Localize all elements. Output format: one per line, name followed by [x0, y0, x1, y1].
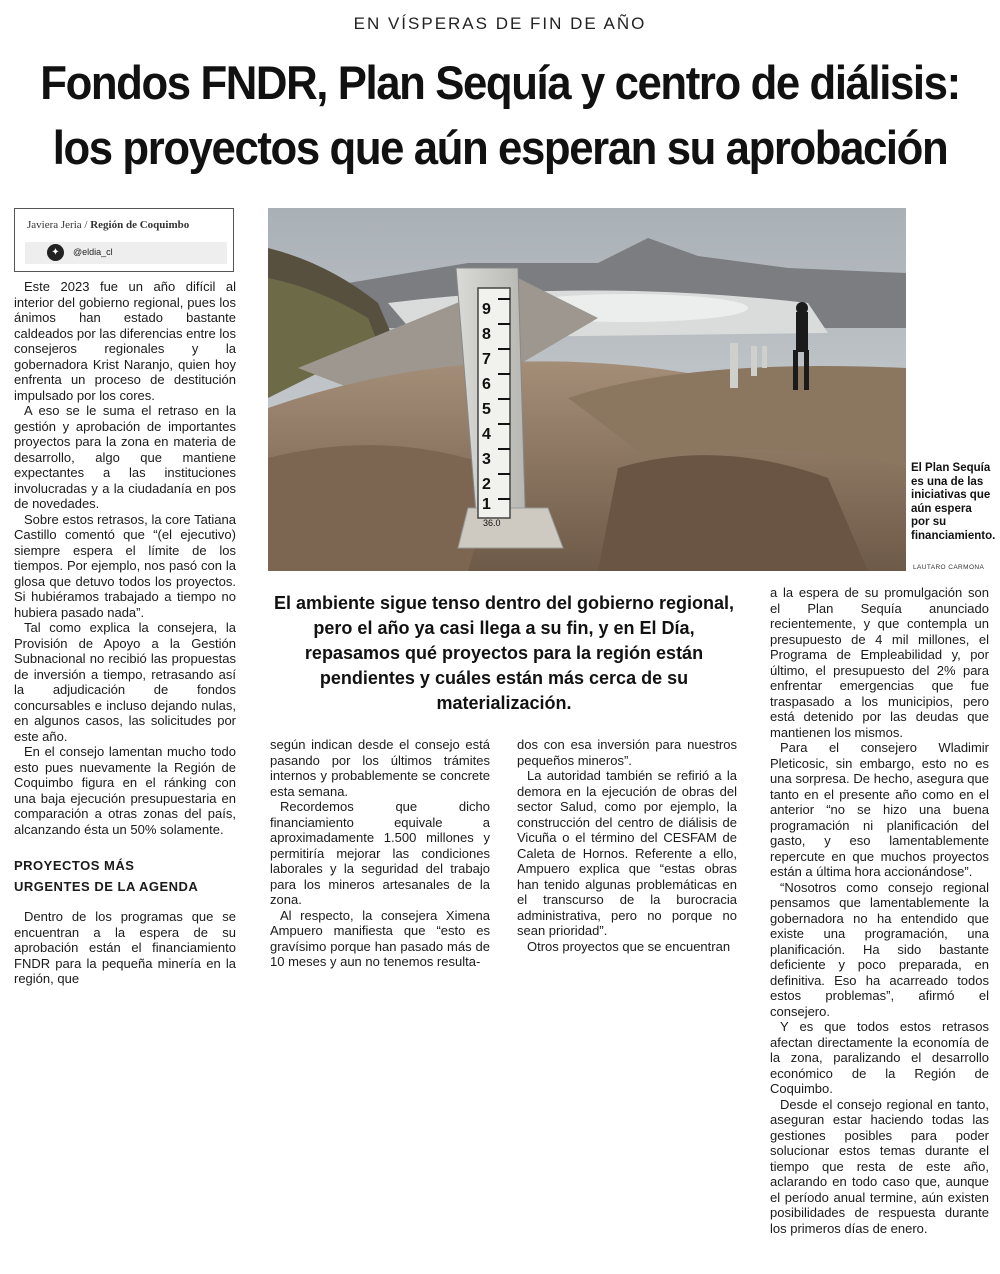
paragraph: Y es que todos estos retrasos afectan directamente la economía de la zona, paralizando el desarrollo económico de la Región de Coquimbo.: [770, 1019, 989, 1096]
paragraph: a la espera de su promulgación son el Plan Sequía anunciado recientemente, y que contempla un presupuesto de 4 mil millones, el Programa de Empleabilidad y, por último, el presupuesto del 2% para enfrentar emergencias que fue traspasado a los municipios, pero está detenido por las deudas que mantienen los mismos.: [770, 585, 989, 740]
paragraph: Tal como explica la consejera, la Provisión de Apoyo a la Gestión Subnacional no recibió las propuestas de inversión a tiempo, retrasando así la adjudicación de fondos concursables e incluso dejando nulas, en algunos casos, las solicitudes por este año.: [14, 620, 236, 744]
article-column-4: [770, 585, 989, 1236]
paragraph: A eso se le suma el retraso en la gestión y aprobación de importantes proyectos para la zona en materia de desarrollo, algo que mantiene expectantes a las instituciones involucradas y a la ciudadanía en pos de novedades.: [14, 403, 236, 511]
social-bar: [25, 242, 227, 264]
gauge-number: 9: [482, 301, 491, 318]
byline-separator: /: [84, 219, 88, 231]
paragraph: Desde el consejo regional en tanto, aseguran estar haciendo todas las gestiones posibles para poder solucionar estos temas durante el tiempo que resta de este año, aclarando en todo caso que, aunque el período anual termine, aún existen posibilidades de respuesta durante los primeros días de enero.: [770, 1096, 989, 1236]
gauge-number: 7: [482, 351, 491, 368]
paragraph: Para el consejero Wladimir Pleticosic, sin embargo, esto no es una sorpresa. De hecho, asegura que tanto en el presente año como en el anterior “no se hizo una buena programación ni planificación del gasto, y eso lamentablemente repercute en que muchos proyectos están a última hora accionándose”.: [770, 740, 989, 879]
gauge-number: 4: [482, 426, 491, 443]
article-column-3: [517, 737, 737, 954]
gauge-number: 6: [482, 376, 491, 393]
article-column-2: [270, 737, 490, 970]
paragraph: La autoridad también se refirió a la demora en la ejecución de obras del sector Salud, como por ejemplo, la construcción del centro de diálisis de Vicuña o el término del CESFAM de Caleta de Hornos. Referente a ello, Ampuero explica que “estas obras han tenido algunas problemáticas en el transcurso de la burocracia administrativa, pero no porque no sean prioridad”.: [517, 768, 737, 938]
paragraph: Recordemos que dicho financiamiento equivale a aproximadamente 1.500 millones y permitiría mejorar las condiciones laborales y la seguridad del trabajo para los mineros artesanales de la zona.: [270, 799, 490, 907]
headline-line-2: los proyectos que aún esperan su aprobación: [52, 121, 948, 174]
byline: [27, 219, 189, 231]
photo-caption: El Plan Sequía es una de las iniciativas que aún espera por su financiamiento.: [911, 462, 996, 542]
gauge-number: 8: [482, 326, 491, 343]
region-name: Región de Coquimbo: [90, 219, 190, 231]
paragraph: según indican desde el consejo está pasando por los últimos trámites internos y probablemente se concrete esta semana.: [270, 737, 490, 799]
gauge-number: 3: [482, 451, 491, 468]
photo-credit: LAUTARO CARMONA: [913, 564, 985, 571]
twitter-bird-icon[interactable]: ✦: [47, 244, 64, 261]
gauge-base-label: 36.0: [483, 518, 501, 528]
paragraph: Este 2023 fue un año difícil al interior del gobierno regional, pues los ánimos han estado bastante caldeados por las diferencias entre los consejeros regionales y la gobernadora Krist Naranjo, quien hoy enfrenta un proceso de destitución impulsado por los cores.: [14, 279, 236, 403]
subheading-line-1: PROYECTOS MÁS: [14, 858, 135, 873]
gauge-number: 5: [482, 401, 491, 418]
paragraph: dos con esa inversión para nuestros pequeños mineros”.: [517, 737, 737, 768]
paragraph: Al respecto, la consejera Ximena Ampuero manifiesta que “esto es gravísimo porque han pasado más de 10 meses y aun no tenemos resulta-: [270, 907, 490, 969]
lede: El ambiente sigue tenso dentro del gobierno regional, pero el año ya casi llega a su fin, y en El Día, repasamos qué proyectos para la región están pendientes y cuáles están más cerca de su materialización.: [273, 593, 735, 713]
subheading-line-2: URGENTES DE LA AGENDA: [14, 879, 199, 894]
paragraph: En el consejo lamentan mucho todo esto pues nuevamente la Región de Coquimbo figura en el ránking con una baja ejecución presupuestaria en comparación a otras zonas del país, alcanzando ésta un 50% solamente.: [14, 744, 236, 837]
twitter-handle[interactable]: @eldia_cl: [73, 247, 113, 257]
author-name: Javiera Jeria: [27, 219, 82, 231]
paragraph: Dentro de los programas que se encuentran a la espera de su aprobación están el financiamiento FNDR para la pequeña minería en la región, que: [14, 909, 236, 986]
headline: [35, 50, 965, 180]
paragraph: Sobre estos retrasos, la core Tatiana Castillo comentó que “(el ejecutivo) siempre espera el límite de los tiempos. Por ejemplo, nos pasó con la glosa que detuvo todos los proyectos. Si hubiéramos trabajado a tiempo no hubiera pasado nada”.: [14, 511, 236, 620]
byline-box: [14, 208, 234, 272]
paragraph: Otros proyectos que se encuentran: [527, 938, 731, 954]
paragraph: “Nosotros como consejo regional pensamos que lamentablemente la gobernadora no ha entendido que existe una programación, una planificación. Ha sido bastante deficiente y poco preparada, en definitiva. Eso ha acarreado todos estos problemas”, afirmó el consejero.: [770, 879, 989, 1019]
reservoir-photo: [268, 208, 906, 571]
kicker: EN VÍSPERAS DE FIN DE AÑO: [353, 14, 647, 33]
article-column-1: [14, 279, 236, 987]
subheading: [14, 855, 236, 897]
headline-line-1: Fondos FNDR, Plan Sequía y centro de diálisis:: [40, 56, 960, 109]
gauge-number: 2: [482, 476, 491, 493]
gauge-number: 1: [482, 496, 491, 513]
